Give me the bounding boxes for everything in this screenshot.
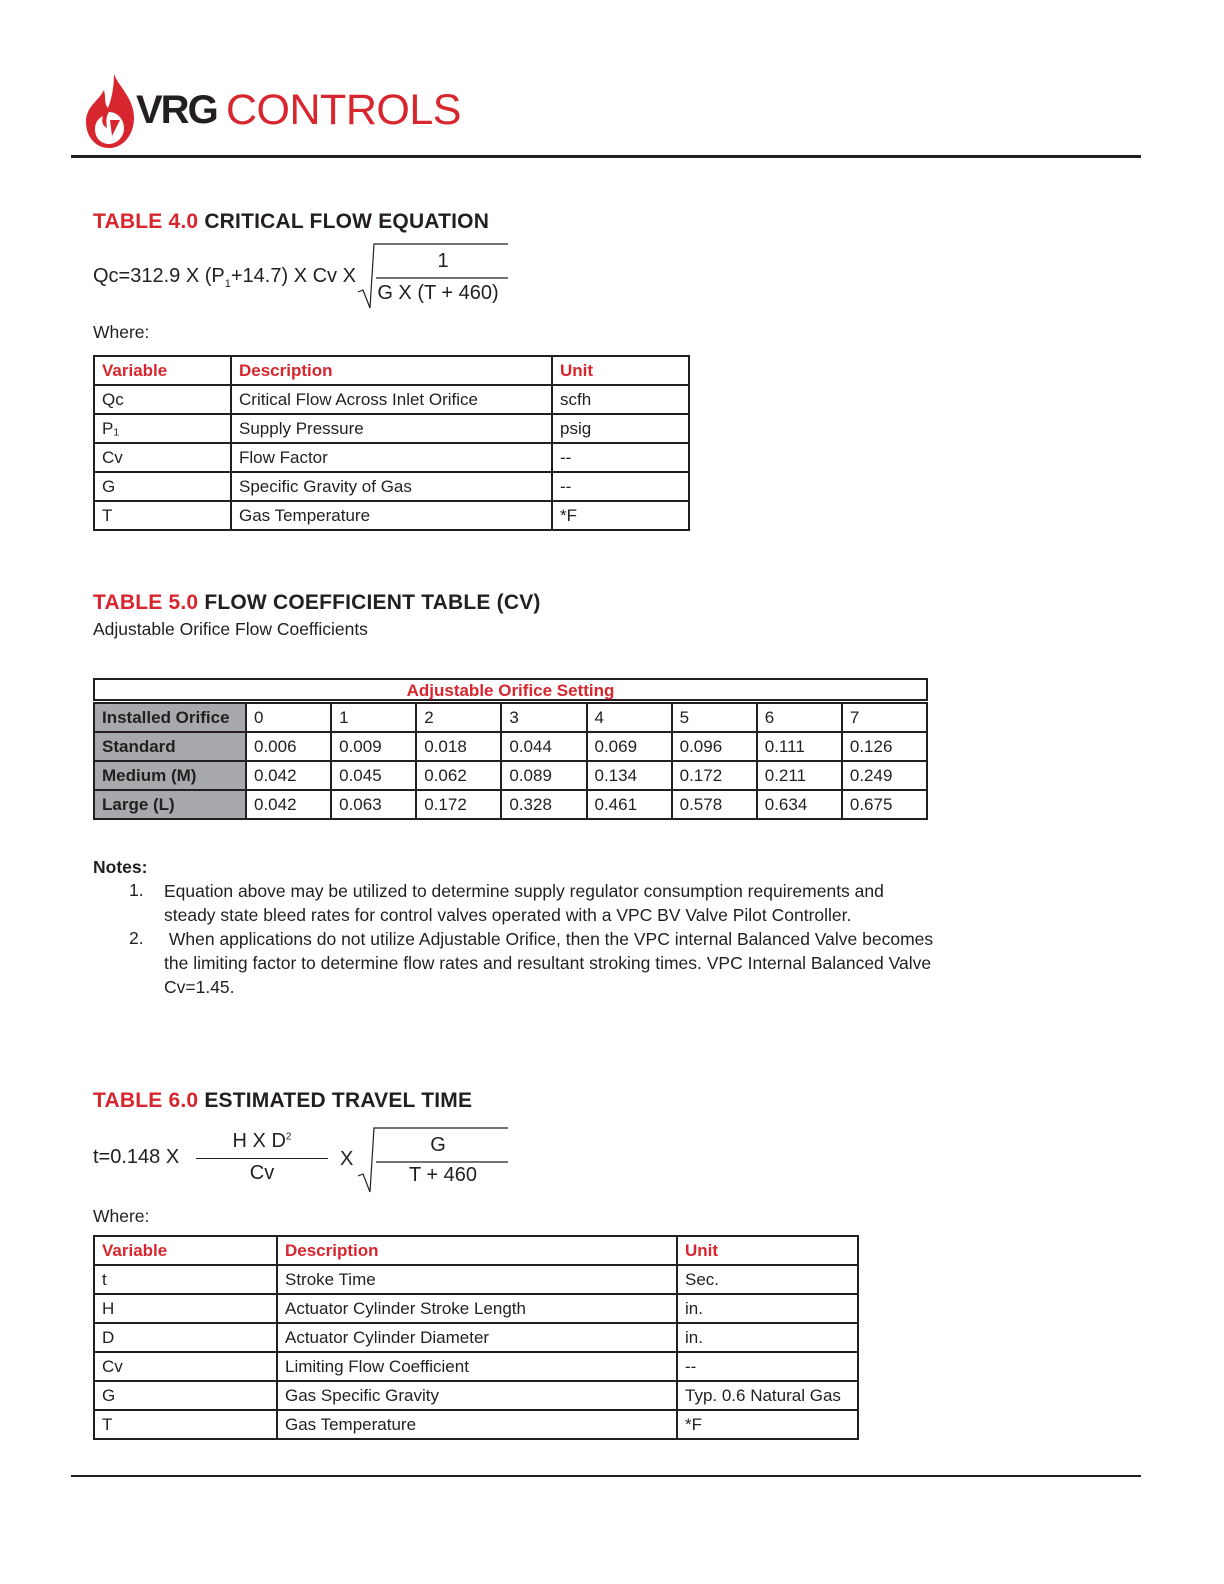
table4-label: TABLE 4.0 xyxy=(93,210,199,233)
footer-rule xyxy=(71,1475,1141,1477)
eq6-left: t=0.148 X xyxy=(93,1146,180,1168)
eq4-denominator: G X (T + 460) xyxy=(377,282,499,304)
cell-variable: D xyxy=(94,1323,277,1352)
cv-cell: 0.675 xyxy=(842,790,927,819)
table-row xyxy=(94,732,927,761)
cv-cell: 0.126 xyxy=(842,732,927,761)
setting-cell: 3 xyxy=(501,703,586,732)
eq6-num-text: H X D xyxy=(232,1130,286,1152)
cell-description: Flow Factor xyxy=(231,443,552,472)
cell-description: Gas Temperature xyxy=(277,1410,677,1439)
setting-cell: 5 xyxy=(672,703,757,732)
setting-cell: 2 xyxy=(416,703,501,732)
cell-unit: *F xyxy=(677,1410,858,1439)
eq4-numerator: 1 xyxy=(437,250,449,272)
note-number: 1. xyxy=(129,880,144,900)
cv-cell: 0.096 xyxy=(672,732,757,761)
cell-description: Stroke Time xyxy=(277,1265,677,1294)
cell-description: Specific Gravity of Gas xyxy=(231,472,552,501)
cv-cell: 0.211 xyxy=(757,761,842,790)
table6-label: TABLE 6.0 xyxy=(93,1089,199,1112)
header-variable: Variable xyxy=(94,1236,277,1265)
header-rule xyxy=(71,155,1141,158)
eq6-root-numerator: G xyxy=(430,1134,446,1156)
eq6-times: X xyxy=(340,1148,354,1170)
cv-cell: 0.134 xyxy=(587,761,672,790)
cv-cell: 0.006 xyxy=(246,732,331,761)
setting-cell: 4 xyxy=(587,703,672,732)
cv-cell: 0.111 xyxy=(757,732,842,761)
cell-variable: T xyxy=(94,1410,277,1439)
cell-variable: G xyxy=(94,1381,277,1410)
note-text: Equation above may be utilized to determine supply regulator consumption requirements and steady state bleed rates for control valves operated with a VPC BV Valve Pilot Controller. xyxy=(164,881,884,925)
cv-cell: 0.172 xyxy=(416,790,501,819)
row-header-standard: Standard xyxy=(94,732,246,761)
cv-cell: 0.578 xyxy=(672,790,757,819)
setting-cell: 1 xyxy=(331,703,416,732)
cv-cell: 0.042 xyxy=(246,790,331,819)
cv-cell: 0.009 xyxy=(331,732,416,761)
table-row xyxy=(94,1410,858,1439)
table4-where: Where: xyxy=(93,322,150,342)
cell-description: Actuator Cylinder Diameter xyxy=(277,1323,677,1352)
table4-heading xyxy=(93,210,489,234)
cv-cell: 0.172 xyxy=(672,761,757,790)
cell-unit: -- xyxy=(552,443,689,472)
cv-cell: 0.062 xyxy=(416,761,501,790)
setting-cell: 7 xyxy=(842,703,927,732)
table-row xyxy=(94,443,689,472)
cell-unit: -- xyxy=(677,1352,858,1381)
table-row xyxy=(94,1265,858,1294)
note-text: When applications do not utilize Adjustable Orifice, then the VPC internal Balanced Valve becomes the limiting factor to determine flow rates and resultant stroking times. VPC Internal Balanced Valve Cv=1.45. xyxy=(164,929,939,997)
header-variable: Variable xyxy=(94,356,231,385)
cell-variable: t xyxy=(94,1265,277,1294)
variables-table-6 xyxy=(93,1235,859,1440)
cv-cell: 0.249 xyxy=(842,761,927,790)
eq6-fraction-numerator xyxy=(196,1130,328,1153)
brand-logo xyxy=(84,72,461,150)
table4-title: CRITICAL FLOW EQUATION xyxy=(204,210,490,233)
eq6-fraction-denominator: Cv xyxy=(249,1162,275,1184)
setting-cell: 6 xyxy=(757,703,842,732)
cell-unit: Typ. 0.6 Natural Gas xyxy=(677,1381,858,1410)
row-header-large: Large (L) xyxy=(94,790,246,819)
table-row xyxy=(94,472,689,501)
cell-variable: H xyxy=(94,1294,277,1323)
cell-unit: scfh xyxy=(552,385,689,414)
table5-label: TABLE 5.0 xyxy=(93,591,199,614)
eq6-exponent: 2 xyxy=(285,1131,292,1143)
table-row xyxy=(94,501,689,530)
table6-where: Where: xyxy=(93,1206,150,1226)
cell-variable: Qc xyxy=(94,385,231,414)
cell-description: Gas Temperature xyxy=(231,501,552,530)
cv-cell: 0.089 xyxy=(501,761,586,790)
table-row xyxy=(94,1323,858,1352)
eq6-fraction-bar xyxy=(196,1158,328,1159)
table5-heading xyxy=(93,591,541,615)
table5-subtitle: Adjustable Orifice Flow Coefficients xyxy=(93,619,368,639)
cell-description: Critical Flow Across Inlet Orifice xyxy=(231,385,552,414)
cv-cell: 0.018 xyxy=(416,732,501,761)
table-row xyxy=(94,790,927,819)
row-header-installed-orifice: Installed Orifice xyxy=(94,703,246,732)
eq4-subscript: 1 xyxy=(224,278,231,290)
header-unit: Unit xyxy=(677,1236,858,1265)
header-description: Description xyxy=(231,356,552,385)
header-unit: Unit xyxy=(552,356,689,385)
table-header-row xyxy=(94,1236,858,1265)
cell-unit: psig xyxy=(552,414,689,443)
variables-table-4 xyxy=(93,355,690,531)
flow-coefficient-table xyxy=(93,702,928,820)
brand-name-bold: VRG xyxy=(136,88,217,132)
cv-cell: 0.634 xyxy=(757,790,842,819)
note-number: 2. xyxy=(129,928,144,948)
table4-equation-left xyxy=(93,265,356,290)
table-row xyxy=(94,1381,858,1410)
table-header-row xyxy=(94,356,689,385)
eq4-left-text: Qc=312.9 X (P xyxy=(93,265,225,287)
setting-cell: 0 xyxy=(246,703,331,732)
cell-unit: in. xyxy=(677,1294,858,1323)
cell-description: Supply Pressure xyxy=(231,414,552,443)
cell-unit: Sec. xyxy=(677,1265,858,1294)
cell-variable: Cv xyxy=(94,443,231,472)
cv-cell: 0.063 xyxy=(331,790,416,819)
table5-title: FLOW COEFFICIENT TABLE (CV) xyxy=(204,591,541,614)
cv-cell: 0.069 xyxy=(587,732,672,761)
table6-heading xyxy=(93,1089,472,1113)
cell-description: Limiting Flow Coefficient xyxy=(277,1352,677,1381)
cell-variable: P₁ xyxy=(94,414,231,443)
cell-variable: T xyxy=(94,501,231,530)
table-row xyxy=(94,385,689,414)
cell-variable: Cv xyxy=(94,1352,277,1381)
notes-title: Notes: xyxy=(93,857,148,877)
table-row xyxy=(94,1294,858,1323)
orifice-setting-header: Adjustable Orifice Setting xyxy=(93,678,928,701)
table-row xyxy=(94,414,689,443)
table6-title: ESTIMATED TRAVEL TIME xyxy=(204,1089,473,1112)
cell-variable: G xyxy=(94,472,231,501)
cell-description: Gas Specific Gravity xyxy=(277,1381,677,1410)
table-row xyxy=(94,703,927,732)
cell-unit: *F xyxy=(552,501,689,530)
eq4-mid-text: +14.7) X Cv X xyxy=(230,265,356,287)
cv-cell: 0.328 xyxy=(501,790,586,819)
brand-name-light: CONTROLS xyxy=(226,86,461,134)
cv-cell: 0.044 xyxy=(501,732,586,761)
cv-cell: 0.045 xyxy=(331,761,416,790)
cell-description: Actuator Cylinder Stroke Length xyxy=(277,1294,677,1323)
cell-unit: in. xyxy=(677,1323,858,1352)
cell-unit: -- xyxy=(552,472,689,501)
cv-cell: 0.461 xyxy=(587,790,672,819)
row-header-medium: Medium (M) xyxy=(94,761,246,790)
table-row xyxy=(94,761,927,790)
eq6-root-denominator: T + 460 xyxy=(408,1164,478,1186)
header-description: Description xyxy=(277,1236,677,1265)
table-row xyxy=(94,1352,858,1381)
flame-logo-icon xyxy=(84,72,140,150)
cv-cell: 0.042 xyxy=(246,761,331,790)
